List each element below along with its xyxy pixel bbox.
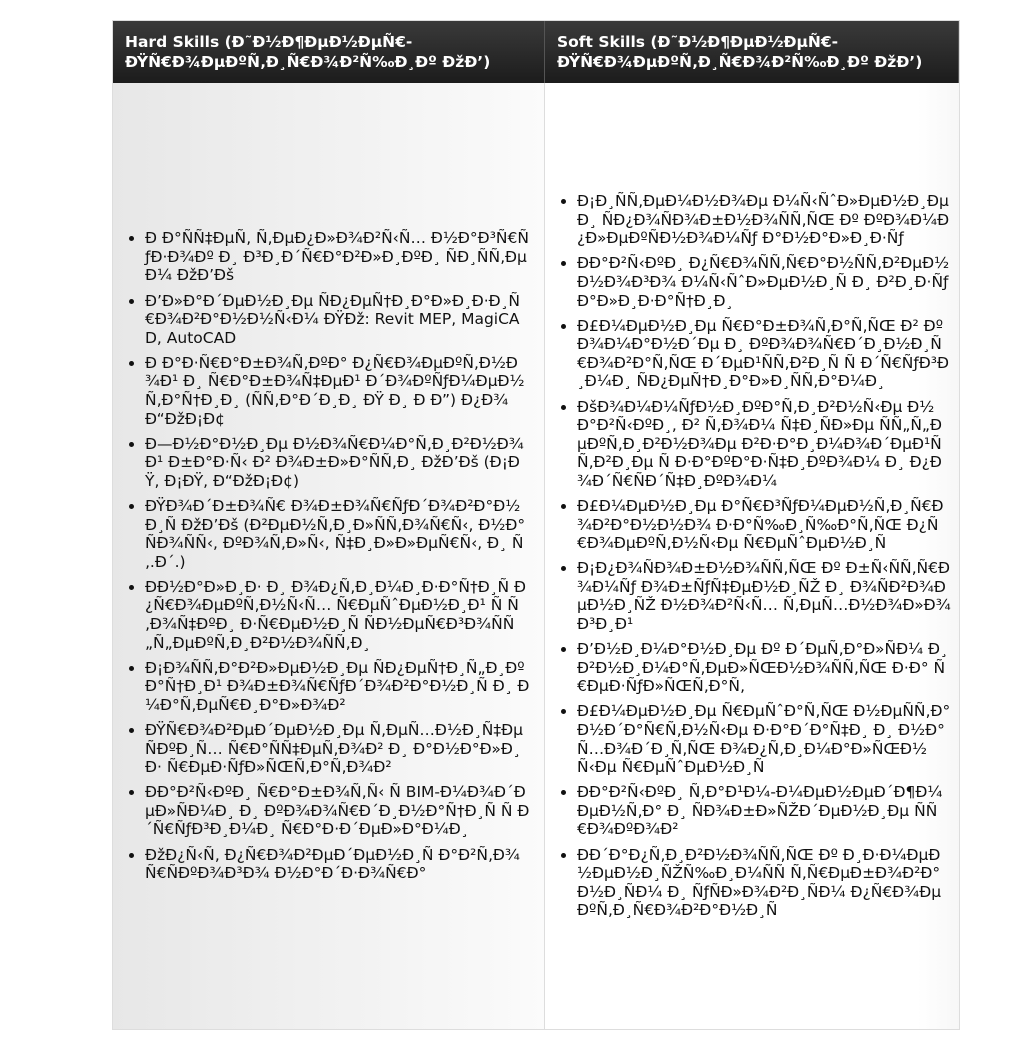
list-item: • ÐÐ´Ð°Ð¿Ñ‚Ð¸Ð²Ð½Ð¾ÑÑ‚ÑŒ Ðº Ð¸Ð·Ð¼ÐµÐ½ÐµÐ½Ð¸ÑŽÑ‰Ð¸Ð¼ÑÑ Ñ‚Ñ€ÐµÐ±Ð¾Ð²Ð°Ð½Ð¸ÑÐ¼ Ð¸ ÑƒÑÐ»Ð¾Ð²Ð¸ÑÐ¼ Ð¿Ñ€Ð¾ÐµÐºÑ‚Ð¸Ñ€Ð¾Ð²Ð°Ð½Ð¸Ñ xyxy=(577,846,951,920)
list-item: • ÐžÐ¿Ñ‹Ñ‚ Ð¿Ñ€Ð¾Ð²ÐµÐ´ÐµÐ½Ð¸Ñ Ð°Ð²Ñ‚Ð¾Ñ€ÑÐºÐ¾Ð³Ð¾ Ð½Ð°Ð´Ð·Ð¾Ñ€Ð° xyxy=(145,846,530,883)
list-item: • Ð Ð°ÑÑ‡ÐµÑ‚ Ñ‚ÐµÐ¿Ð»Ð¾Ð²Ñ‹Ñ… Ð½Ð°Ð³Ñ€ÑƒÐ·Ð¾Ðº Ð¸ Ð³Ð¸Ð´Ñ€Ð°Ð²Ð»Ð¸ÐºÐ¸ ÑÐ¸ÑÑ‚ÐµÐ¼ ÐžÐ’Ðš xyxy=(145,229,530,285)
list-item: • ÐŸÐ¾Ð´Ð±Ð¾Ñ€ Ð¾Ð±Ð¾Ñ€ÑƒÐ´Ð¾Ð²Ð°Ð½Ð¸Ñ ÐžÐ’Ðš (Ð²ÐµÐ½Ñ‚Ð¸Ð»ÑÑ‚Ð¾Ñ€Ñ‹, Ð½Ð°ÑÐ¾ÑÑ‹, ÐºÐ¾Ñ‚Ð»Ñ‹, Ñ‡Ð¸Ð»Ð»ÐµÑ€Ñ‹, Ð¸ Ñ‚.Ð´.) xyxy=(145,497,530,571)
list-item: • Ð’Ð»Ð°Ð´ÐµÐ½Ð¸Ðµ ÑÐ¿ÐµÑ†Ð¸Ð°Ð»Ð¸Ð·Ð¸Ñ€Ð¾Ð²Ð°Ð½Ð½Ñ‹Ð¼ ÐŸÐž: Revit MEP, MagiCAD, AutoCAD xyxy=(145,292,530,348)
list-item: • ÐšÐ¾Ð¼Ð¼ÑƒÐ½Ð¸ÐºÐ°Ñ‚Ð¸Ð²Ð½Ñ‹Ðµ Ð½Ð°Ð²Ñ‹ÐºÐ¸, Ð² Ñ‚Ð¾Ð¼ Ñ‡Ð¸ÑÐ»Ðµ ÑÑ„Ñ„ÐµÐºÑ‚Ð¸Ð²Ð½Ð¾Ðµ Ð²Ð·Ð°Ð¸Ð¼Ð¾Ð´ÐµÐ¹ÑÑ‚Ð²Ð¸Ðµ Ñ Ð·Ð°ÐºÐ°Ð·Ñ‡Ð¸ÐºÐ¾Ð¼ Ð¸ Ð¿Ð¾Ð´Ñ€ÑÐ´Ñ‡Ð¸ÐºÐ¾Ð¼ xyxy=(577,398,951,491)
list-item: • Ð’Ð½Ð¸Ð¼Ð°Ð½Ð¸Ðµ Ðº Ð´ÐµÑ‚Ð°Ð»ÑÐ¼ Ð¸ Ð²Ð½Ð¸Ð¼Ð°Ñ‚ÐµÐ»ÑŒÐ½Ð¾ÑÑ‚ÑŒ Ð·Ð° Ñ€ÐµÐ·ÑƒÐ»ÑŒÑ‚Ð°Ñ‚ xyxy=(577,640,951,696)
skills-table xyxy=(112,20,960,1030)
list-item: • ÐÐ°Ð²Ñ‹ÐºÐ¸ Ñ‚Ð°Ð¹Ð¼-Ð¼ÐµÐ½ÐµÐ´Ð¶Ð¼ÐµÐ½Ñ‚Ð° Ð¸ ÑÐ¾Ð±Ð»ÑŽÐ´ÐµÐ½Ð¸Ðµ ÑÑ€Ð¾ÐºÐ¾Ð² xyxy=(577,783,951,839)
list-item: • ÐÐ°Ð²Ñ‹ÐºÐ¸ Ð¿Ñ€Ð¾ÑÑ‚Ñ€Ð°Ð½ÑÑ‚Ð²ÐµÐ½Ð½Ð¾Ð³Ð¾ Ð¼Ñ‹ÑˆÐ»ÐµÐ½Ð¸Ñ Ð¸ Ð²Ð¸Ð·ÑƒÐ°Ð»Ð¸Ð·Ð°Ñ†Ð¸Ð¸ xyxy=(577,254,951,310)
list-item: • Ð¡Ð¿Ð¾ÑÐ¾Ð±Ð½Ð¾ÑÑ‚ÑŒ Ðº Ð±Ñ‹ÑÑ‚Ñ€Ð¾Ð¼Ñƒ Ð¾Ð±ÑƒÑ‡ÐµÐ½Ð¸ÑŽ Ð¸ Ð¾ÑÐ²Ð¾ÐµÐ½Ð¸ÑŽ Ð½Ð¾Ð²Ñ‹Ñ… Ñ‚ÐµÑ…Ð½Ð¾Ð»Ð¾Ð³Ð¸Ð¹ xyxy=(577,559,951,633)
list-item: • Ð¡Ð¸ÑÑ‚ÐµÐ¼Ð½Ð¾Ðµ Ð¼Ñ‹ÑˆÐ»ÐµÐ½Ð¸Ðµ Ð¸ ÑÐ¿Ð¾ÑÐ¾Ð±Ð½Ð¾ÑÑ‚ÑŒ Ðº ÐºÐ¾Ð¼Ð¿Ð»ÐµÐºÑÐ½Ð¾Ð¼Ñƒ Ð°Ð½Ð°Ð»Ð¸Ð·Ñƒ xyxy=(577,192,951,248)
list-item: • ÐÐ°Ð²Ñ‹ÐºÐ¸ Ñ€Ð°Ð±Ð¾Ñ‚Ñ‹ Ñ BIM-Ð¼Ð¾Ð´ÐµÐ»ÑÐ¼Ð¸ Ð¸ ÐºÐ¾Ð¾Ñ€Ð´Ð¸Ð½Ð°Ñ†Ð¸Ñ Ñ Ð´Ñ€ÑƒÐ³Ð¸Ð¼Ð¸ Ñ€Ð°Ð·Ð´ÐµÐ»Ð°Ð¼Ð¸ xyxy=(145,783,530,839)
list-item: • ÐŸÑ€Ð¾Ð²ÐµÐ´ÐµÐ½Ð¸Ðµ Ñ‚ÐµÑ…Ð½Ð¸Ñ‡ÐµÑÐºÐ¸Ñ… Ñ€Ð°ÑÑ‡ÐµÑ‚Ð¾Ð² Ð¸ Ð°Ð½Ð°Ð»Ð¸Ð· Ñ€ÐµÐ·ÑƒÐ»ÑŒÑ‚Ð°Ñ‚Ð¾Ð² xyxy=(145,721,530,777)
soft-skills-cell xyxy=(545,83,959,1029)
hard-skills-cell xyxy=(113,83,545,1029)
header-soft-skills: Soft Skills (Ð˜Ð½Ð¶ÐµÐ½ÐµÑ€-ÐŸÑ€Ð¾ÐµÐºÑ‚Ð¸Ñ€Ð¾Ð²Ñ‰Ð¸Ðº ÐžÐ’) xyxy=(545,21,959,83)
list-item: • Ð£Ð¼ÐµÐ½Ð¸Ðµ Ñ€ÐµÑˆÐ°Ñ‚ÑŒ Ð½ÐµÑÑ‚Ð°Ð½Ð´Ð°Ñ€Ñ‚Ð½Ñ‹Ðµ Ð·Ð°Ð´Ð°Ñ‡Ð¸ Ð¸ Ð½Ð°Ñ…Ð¾Ð´Ð¸Ñ‚ÑŒ Ð¾Ð¿Ñ‚Ð¸Ð¼Ð°Ð»ÑŒÐ½Ñ‹Ðµ Ñ€ÐµÑˆÐµÐ½Ð¸Ñ xyxy=(577,702,951,776)
list-item: • Ð£Ð¼ÐµÐ½Ð¸Ðµ Ð°Ñ€Ð³ÑƒÐ¼ÐµÐ½Ñ‚Ð¸Ñ€Ð¾Ð²Ð°Ð½Ð½Ð¾ Ð·Ð°Ñ‰Ð¸Ñ‰Ð°Ñ‚ÑŒ Ð¿Ñ€Ð¾ÐµÐºÑ‚Ð½Ñ‹Ðµ Ñ€ÐµÑˆÐµÐ½Ð¸Ñ xyxy=(577,497,951,553)
hard-skills-list xyxy=(123,189,530,923)
list-item: • Ð¡Ð¾ÑÑ‚Ð°Ð²Ð»ÐµÐ½Ð¸Ðµ ÑÐ¿ÐµÑ†Ð¸Ñ„Ð¸ÐºÐ°Ñ†Ð¸Ð¹ Ð¾Ð±Ð¾Ñ€ÑƒÐ´Ð¾Ð²Ð°Ð½Ð¸Ñ Ð¸ Ð¼Ð°Ñ‚ÐµÑ€Ð¸Ð°Ð»Ð¾Ð² xyxy=(145,659,530,715)
list-item: • Ð Ð°Ð·Ñ€Ð°Ð±Ð¾Ñ‚ÐºÐ° Ð¿Ñ€Ð¾ÐµÐºÑ‚Ð½Ð¾Ð¹ Ð¸ Ñ€Ð°Ð±Ð¾Ñ‡ÐµÐ¹ Ð´Ð¾ÐºÑƒÐ¼ÐµÐ½Ñ‚Ð°Ñ†Ð¸Ð¸ (ÑÑ‚Ð°Ð´Ð¸Ð¸ ÐŸ Ð¸ Ð Ð”) Ð¿Ð¾ Ð“ÐžÐ¡Ð¢ xyxy=(145,354,530,428)
list-item: • ÐÐ½Ð°Ð»Ð¸Ð· Ð¸ Ð¾Ð¿Ñ‚Ð¸Ð¼Ð¸Ð·Ð°Ñ†Ð¸Ñ Ð¿Ñ€Ð¾ÐµÐºÑ‚Ð½Ñ‹Ñ… Ñ€ÐµÑˆÐµÐ½Ð¸Ð¹ Ñ Ñ‚Ð¾Ñ‡ÐºÐ¸ Ð·Ñ€ÐµÐ½Ð¸Ñ ÑÐ½ÐµÑ€Ð³Ð¾ÑÑ„Ñ„ÐµÐºÑ‚Ð¸Ð²Ð½Ð¾ÑÑ‚Ð¸ xyxy=(145,578,530,652)
header-hard-skills: Hard Skills (Ð˜Ð½Ð¶ÐµÐ½ÐµÑ€-ÐŸÑ€Ð¾ÐµÐºÑ‚Ð¸Ñ€Ð¾Ð²Ñ‰Ð¸Ðº ÐžÐ’) xyxy=(113,21,545,83)
list-item: • Ð—Ð½Ð°Ð½Ð¸Ðµ Ð½Ð¾Ñ€Ð¼Ð°Ñ‚Ð¸Ð²Ð½Ð¾Ð¹ Ð±Ð°Ð·Ñ‹ Ð² Ð¾Ð±Ð»Ð°ÑÑ‚Ð¸ ÐžÐ’Ðš (Ð¡ÐŸ, Ð¡ÐŸ, Ð“ÐžÐ¡Ð¢) xyxy=(145,435,530,491)
list-item: • Ð£Ð¼ÐµÐ½Ð¸Ðµ Ñ€Ð°Ð±Ð¾Ñ‚Ð°Ñ‚ÑŒ Ð² ÐºÐ¾Ð¼Ð°Ð½Ð´Ðµ Ð¸ ÐºÐ¾Ð¾Ñ€Ð´Ð¸Ð½Ð¸Ñ€Ð¾Ð²Ð°Ñ‚ÑŒ Ð´ÐµÐ¹ÑÑ‚Ð²Ð¸Ñ Ñ Ð´Ñ€ÑƒÐ³Ð¸Ð¼Ð¸ ÑÐ¿ÐµÑ†Ð¸Ð°Ð»Ð¸ÑÑ‚Ð°Ð¼Ð¸ xyxy=(577,317,951,391)
soft-skills-list xyxy=(555,176,951,936)
